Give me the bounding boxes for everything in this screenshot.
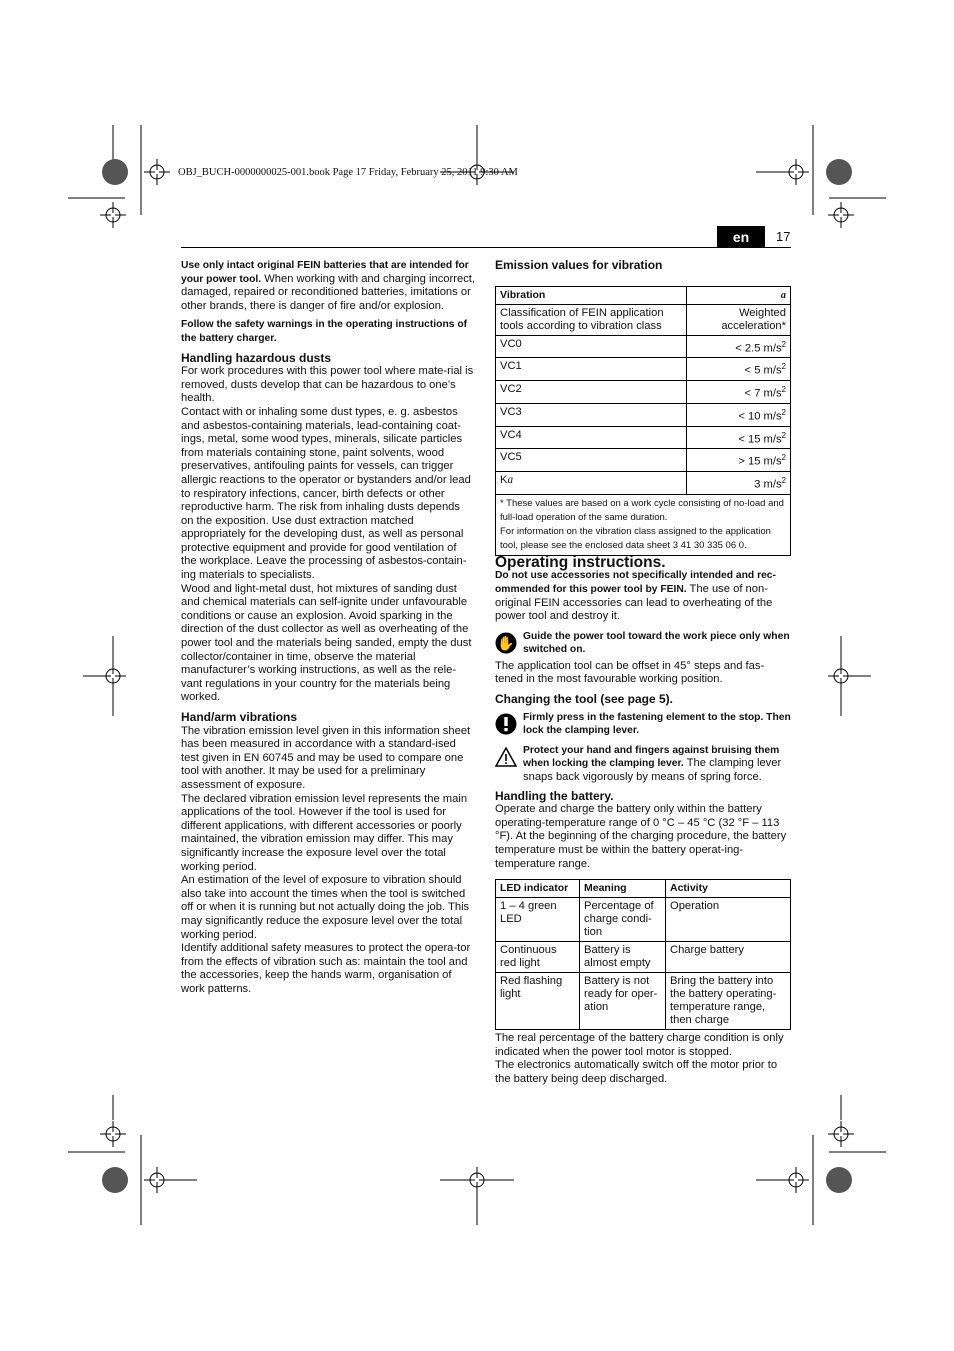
- protect-hand-text: The clamping lever snaps back vigorously by means of spring force.: [523, 757, 782, 784]
- led-cell: Battery is almost empty: [580, 942, 666, 973]
- vib-value-text: < 10 m/s: [738, 410, 782, 423]
- firm-press-warning: [495, 711, 791, 738]
- led-row: [496, 898, 791, 942]
- vib-class-label: VC0: [500, 337, 522, 350]
- firm-press-text: Firmly press in the fastening element to the stop. Then lock the clamping lever.: [523, 711, 791, 737]
- led-header-indicator: LED indicator: [496, 880, 580, 898]
- vib-value-exponent: 2: [781, 362, 786, 372]
- vibration-paragraph-4: Identify additional safety measures to protect the opera-tor from the effects of vibration such as: maintain the tool and the accessories, keep the hands warm, organisation of work patterns.: [181, 942, 471, 995]
- vib-class-label: VC3: [500, 405, 522, 418]
- led-cell: Continuous red light: [496, 942, 580, 973]
- guide-warning: [495, 630, 791, 657]
- mandatory-action-icon: [495, 632, 517, 654]
- vib-row: [496, 403, 791, 426]
- vib-value-text: < 5 m/s: [744, 365, 782, 378]
- vib-a-header: a: [687, 286, 791, 304]
- vib-value-text: > 15 m/s: [738, 456, 782, 468]
- guide-warning-text: Guide the power tool toward the work piece only when switched on.: [523, 630, 790, 656]
- battery-paragraph: Operate and charge the battery only within the battery operating-temperature range of 0 °C – 45 °C (32 °F – 113 °F). At the beginning of the charging procedure, the battery temperature must be within the battery operat-ing-temperature range.: [495, 803, 787, 870]
- led-row: [496, 942, 791, 973]
- vib-class-subscript: a: [507, 474, 514, 486]
- dust-paragraph-3: Wood and light-metal dust, hot mixtures of sanding dust and chemical materials can self-ignite under unfavourable conditions or cause an explosion. Avoid sparking in the direction of the dust collector as well as overheating of the power tool and the materials being sanded, empty the dust collector/container in time, observe the material manufacturer’s working instructions, as well as the rele-vant regulations in your country for the materials being worked.: [181, 582, 472, 704]
- vib-row: [496, 426, 791, 449]
- heading-changing-tool: Changing the tool (see page 5).: [495, 692, 674, 707]
- vib-weighted-label: Weighted acceleration*: [687, 304, 791, 335]
- vib-value: [687, 403, 791, 426]
- book-slug: OBJ_BUCH-0000000025-001.book Page 17 Friday, February 25, 2011 9:30 AM: [178, 167, 518, 178]
- vib-value-exponent: 2: [781, 385, 786, 395]
- led-cell: Battery is not ready for oper-ation: [580, 973, 666, 1030]
- end-paragraph-1: The real percentage of the battery charge condition is only indicated when the power tool motor is stopped.: [495, 1032, 784, 1058]
- end-paragraph-2: The electronics automatically switch off the motor prior to the battery being deep discharged.: [495, 1059, 778, 1085]
- vib-class: [496, 472, 687, 495]
- protect-hand-bold: Protect your hand and fingers against bruising them when locking the clamping lever.: [523, 744, 780, 770]
- vib-value: [687, 335, 791, 358]
- vib-value: [687, 381, 791, 404]
- warning-triangle-icon: [495, 746, 517, 768]
- vib-value-text: < 2.5 m/s: [735, 342, 782, 355]
- svg-text:✋: ✋: [497, 635, 515, 652]
- vib-class-label: VC2: [500, 383, 522, 396]
- led-cell: Charge battery: [666, 942, 791, 973]
- led-header-meaning: Meaning: [580, 880, 666, 898]
- vib-value-exponent: 2: [781, 339, 786, 349]
- vib-class-label: VC1: [500, 360, 522, 373]
- vib-footnote-2: For information on the vibration class assigned to the application tool, please see the enclosed data sheet 3 41 30 335 06 0.: [500, 525, 771, 551]
- accessories-warning-text: The use of non-original FEIN accessories can lead to overheating of the power tool and destroy it.: [495, 582, 773, 623]
- led-cell: Operation: [666, 898, 791, 942]
- vib-value: [687, 358, 791, 381]
- vib-row: [496, 335, 791, 358]
- led-cell: Percentage of charge condi-tion: [580, 898, 666, 942]
- led-cell: Red flashing light: [496, 973, 580, 1030]
- vib-value: [687, 449, 791, 472]
- vib-row: [496, 472, 791, 495]
- vib-class: [496, 381, 687, 404]
- heading-vibrations: Hand/arm vibrations: [181, 710, 298, 724]
- charger-warning: Follow the safety warnings in the operating instructions of the battery charger.: [181, 319, 468, 344]
- vib-row: [496, 381, 791, 404]
- accessories-warning-bold: Do not use accessories not specifically intended and rec-ommended for this power tool by FEIN.: [495, 570, 776, 595]
- vib-footnote-1: * These values are based on a work cycle consisting of no-load and full-load operation of the same duration.: [500, 497, 784, 523]
- led-cell: Bring the battery into the battery operating-temperature range, then charge: [666, 973, 791, 1030]
- language-badge: en: [717, 226, 765, 248]
- heading-battery: Handling the battery.: [495, 788, 614, 803]
- vib-row: [496, 449, 791, 472]
- heading-operating: Operating instructions.: [495, 553, 666, 571]
- vib-value-exponent: 2: [781, 430, 786, 440]
- dust-paragraph-1: For work procedures with this power tool where mate-rial is removed, dusts develop that can be hazardous to one’s health.: [181, 365, 474, 405]
- vibration-paragraph-2: The declared vibration emission level represents the main applications of the tool. However if the tool is used for different applications, with different accessories or poorly maintained, the vibration emission may differ. This may significantly increase the exposure level over the total working period.: [181, 792, 468, 873]
- vib-value: [687, 472, 791, 495]
- vib-col-header: Vibration: [496, 286, 687, 304]
- vib-row: [496, 358, 791, 381]
- left-column: [181, 259, 475, 996]
- led-row: [496, 973, 791, 1030]
- vibration-paragraph-1: The vibration emission level given in this information sheet has been measured in accordance with a standard-ised test given in EN 60745 and may be used to compare one tool with another. It may be used for a preliminary assessment of exposure.: [181, 724, 471, 791]
- vib-class: [496, 358, 687, 381]
- vib-class: [496, 335, 687, 358]
- led-table: [495, 879, 791, 1030]
- vib-value-text: < 15 m/s: [738, 433, 782, 446]
- battery-warning-bold: Use only intact original FEIN batteries that are intended for your power tool.: [181, 260, 469, 285]
- exclamation-icon: [495, 713, 517, 735]
- vibration-table: [495, 286, 791, 556]
- vib-value-text: 3 m/s: [754, 478, 782, 491]
- vib-value: [687, 426, 791, 449]
- vib-value-text: < 7 m/s: [744, 387, 782, 400]
- header-rule: [181, 247, 791, 248]
- vib-class: [496, 449, 687, 472]
- battery-warning-text: When working with and charging incorrect, damaged, repaired or reconditioned batteries, imitations or other brands, there is danger of fire and/or explosion.: [181, 272, 476, 312]
- vib-class: [496, 403, 687, 426]
- dust-paragraph-2: Contact with or inhaling some dust types, e. g. asbestos and asbestos-containing materials, lead-containing coat-ings, metal, some wood types, minerals, silicate particles from materials containing stone, paint solvents, wood preservatives, antifouling paints for vessels, can trigger allergic reactions to the operator or bystanders and/or lead to respiratory infections, cancer, birth defects or other reproductive harm. The risk from inhaling dusts depends on the exposition. Use dust extraction matched appropriately for the developing dust, as well as personal protective equipment and provide for good ventilation of the workplace. Leave the processing of asbestos-contain-ing materials to specialists.: [181, 405, 471, 582]
- right-column: [495, 259, 791, 1087]
- vib-class-label: VC4: [500, 428, 522, 441]
- vibration-paragraph-3: An estimation of the level of exposure to vibration should also take into account the times when the tool is switched off or when it is running but not actually doing the job. This may significantly reduce the exposure level over the total working period.: [181, 874, 470, 941]
- vib-class-label: Classification of FEIN application tools according to vibration class: [496, 304, 687, 335]
- offset-paragraph: The application tool can be offset in 45° steps and fas-tened in the most favourable working position.: [495, 659, 765, 686]
- protect-hand-warning: [495, 744, 791, 785]
- led-header-activity: Activity: [666, 880, 791, 898]
- page-number: 17: [776, 229, 791, 244]
- heading-dusts: Handling hazardous dusts: [181, 350, 332, 365]
- vib-class: [496, 426, 687, 449]
- vib-value-exponent: 2: [781, 476, 786, 485]
- vib-class-label: VC5: [500, 451, 522, 464]
- led-cell: 1 – 4 green LED: [496, 898, 580, 942]
- vib-class-label: K: [500, 474, 508, 486]
- heading-emission: Emission values for vibration: [495, 258, 663, 272]
- vib-value-exponent: 2: [781, 453, 786, 463]
- vib-value-exponent: 2: [781, 407, 786, 417]
